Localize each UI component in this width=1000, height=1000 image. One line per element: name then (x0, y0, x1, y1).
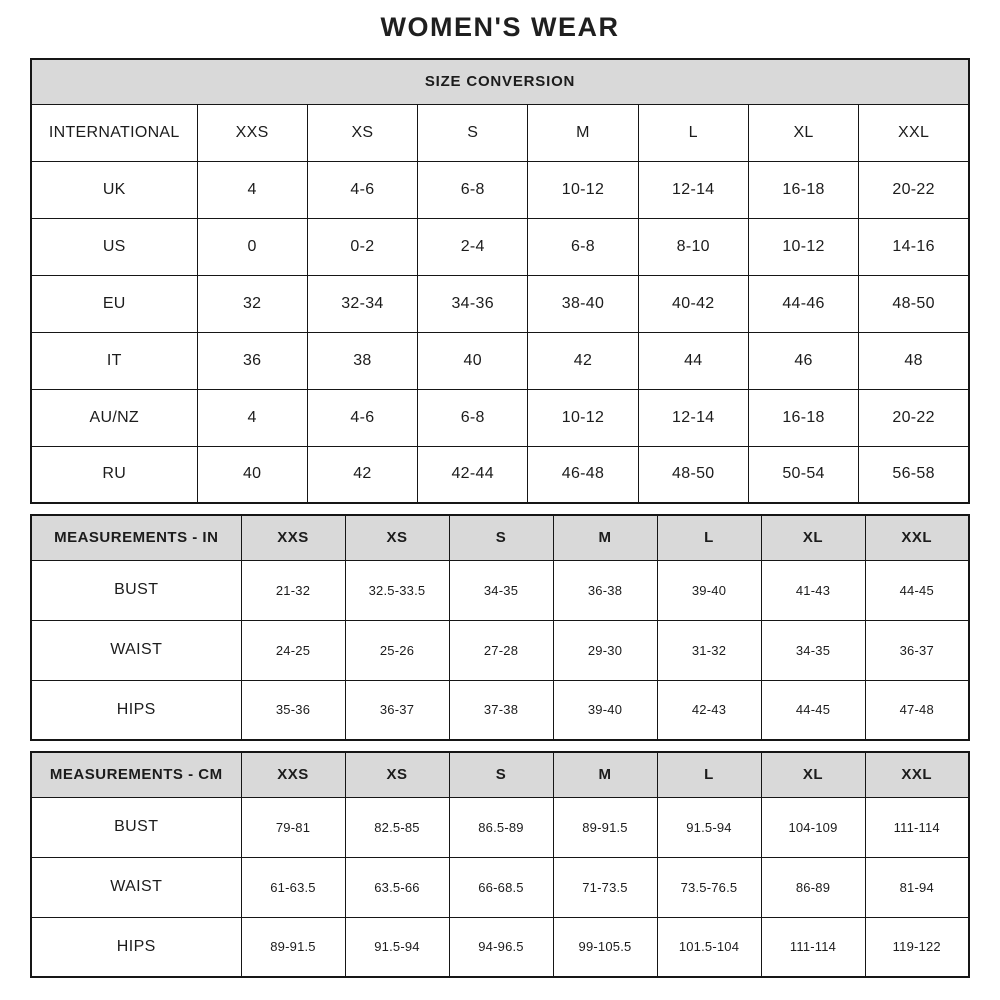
table-row (31, 917, 969, 977)
measure-label: WAIST (31, 620, 241, 680)
value-cell: 35-36 (241, 680, 345, 740)
value-cell: 10-12 (528, 389, 638, 446)
value-cell: 6-8 (418, 389, 528, 446)
size-conversion-header-row (31, 59, 969, 104)
region-label: US (31, 218, 197, 275)
measurements-in-table (30, 514, 970, 741)
value-cell: 0-2 (307, 218, 417, 275)
size-column-header: XXL (865, 515, 969, 560)
measurements-cm-table (30, 751, 970, 978)
value-cell: 4 (197, 161, 307, 218)
value-cell: 47-48 (865, 680, 969, 740)
size-column-header: XL (748, 104, 858, 161)
value-cell: 2-4 (418, 218, 528, 275)
value-cell: 89-91.5 (553, 797, 657, 857)
value-cell: 25-26 (345, 620, 449, 680)
value-cell: 12-14 (638, 389, 748, 446)
table-row (31, 389, 969, 446)
size-column-header: XS (307, 104, 417, 161)
size-column-header: XL (761, 515, 865, 560)
value-cell: 91.5-94 (657, 797, 761, 857)
value-cell: 8-10 (638, 218, 748, 275)
value-cell: 42 (528, 332, 638, 389)
size-column-header: L (638, 104, 748, 161)
value-cell: 44 (638, 332, 748, 389)
value-cell: 20-22 (859, 161, 969, 218)
table-row (31, 446, 969, 503)
value-cell: 94-96.5 (449, 917, 553, 977)
measurements-in-title: MEASUREMENTS - IN (31, 515, 241, 560)
table-row (31, 218, 969, 275)
size-column-header: L (657, 752, 761, 797)
size-conversion-body (31, 161, 969, 503)
value-cell: 71-73.5 (553, 857, 657, 917)
size-conversion-title: SIZE CONVERSION (31, 59, 969, 104)
value-cell: 63.5-66 (345, 857, 449, 917)
value-cell: 46 (748, 332, 858, 389)
value-cell: 111-114 (761, 917, 865, 977)
measurements-cm-body (31, 797, 969, 977)
region-label: RU (31, 446, 197, 503)
measure-label: HIPS (31, 680, 241, 740)
value-cell: 48 (859, 332, 969, 389)
value-cell: 24-25 (241, 620, 345, 680)
value-cell: 79-81 (241, 797, 345, 857)
value-cell: 40 (418, 332, 528, 389)
value-cell: 4-6 (307, 161, 417, 218)
measurements-cm-title: MEASUREMENTS - CM (31, 752, 241, 797)
value-cell: 42 (307, 446, 417, 503)
table-row (31, 620, 969, 680)
value-cell: 86.5-89 (449, 797, 553, 857)
table-row (31, 560, 969, 620)
value-cell: 12-14 (638, 161, 748, 218)
size-column-header: XXL (859, 104, 969, 161)
value-cell: 40 (197, 446, 307, 503)
value-cell: 101.5-104 (657, 917, 761, 977)
value-cell: 34-35 (449, 560, 553, 620)
value-cell: 82.5-85 (345, 797, 449, 857)
value-cell: 14-16 (859, 218, 969, 275)
table-row (31, 680, 969, 740)
value-cell: 16-18 (748, 161, 858, 218)
table-row (31, 332, 969, 389)
value-cell: 73.5-76.5 (657, 857, 761, 917)
measure-label: BUST (31, 797, 241, 857)
region-label: AU/NZ (31, 389, 197, 446)
value-cell: 86-89 (761, 857, 865, 917)
value-cell: 99-105.5 (553, 917, 657, 977)
size-column-header: M (553, 752, 657, 797)
value-cell: 89-91.5 (241, 917, 345, 977)
value-cell: 119-122 (865, 917, 969, 977)
measurements-in-body (31, 560, 969, 740)
value-cell: 38-40 (528, 275, 638, 332)
value-cell: 42-44 (418, 446, 528, 503)
international-column-header: INTERNATIONAL (31, 104, 197, 161)
measure-label: HIPS (31, 917, 241, 977)
measure-label: WAIST (31, 857, 241, 917)
value-cell: 46-48 (528, 446, 638, 503)
value-cell: 36-37 (345, 680, 449, 740)
value-cell: 56-58 (859, 446, 969, 503)
value-cell: 104-109 (761, 797, 865, 857)
size-column-header: M (528, 104, 638, 161)
region-label: IT (31, 332, 197, 389)
value-cell: 41-43 (761, 560, 865, 620)
size-column-header: XS (345, 752, 449, 797)
value-cell: 16-18 (748, 389, 858, 446)
value-cell: 4 (197, 389, 307, 446)
size-column-header: XXS (241, 752, 345, 797)
size-column-header: S (449, 752, 553, 797)
value-cell: 39-40 (553, 680, 657, 740)
value-cell: 10-12 (528, 161, 638, 218)
value-cell: 42-43 (657, 680, 761, 740)
value-cell: 0 (197, 218, 307, 275)
value-cell: 10-12 (748, 218, 858, 275)
size-column-header: XL (761, 752, 865, 797)
columns-header-row (31, 104, 969, 161)
measurements-cm-header-row (31, 752, 969, 797)
measure-label: BUST (31, 560, 241, 620)
value-cell: 38 (307, 332, 417, 389)
value-cell: 44-45 (761, 680, 865, 740)
value-cell: 44-45 (865, 560, 969, 620)
value-cell: 6-8 (418, 161, 528, 218)
size-column-header: XXL (865, 752, 969, 797)
size-conversion-table (30, 58, 970, 504)
value-cell: 36-37 (865, 620, 969, 680)
region-label: EU (31, 275, 197, 332)
value-cell: 48-50 (859, 275, 969, 332)
value-cell: 48-50 (638, 446, 748, 503)
size-column-header: M (553, 515, 657, 560)
size-column-header: S (449, 515, 553, 560)
size-column-header: L (657, 515, 761, 560)
value-cell: 81-94 (865, 857, 969, 917)
value-cell: 44-46 (748, 275, 858, 332)
value-cell: 61-63.5 (241, 857, 345, 917)
table-row (31, 161, 969, 218)
size-column-header: XS (345, 515, 449, 560)
value-cell: 36-38 (553, 560, 657, 620)
value-cell: 40-42 (638, 275, 748, 332)
region-label: UK (31, 161, 197, 218)
value-cell: 32-34 (307, 275, 417, 332)
table-row (31, 275, 969, 332)
value-cell: 27-28 (449, 620, 553, 680)
value-cell: 91.5-94 (345, 917, 449, 977)
value-cell: 6-8 (528, 218, 638, 275)
value-cell: 50-54 (748, 446, 858, 503)
value-cell: 39-40 (657, 560, 761, 620)
value-cell: 66-68.5 (449, 857, 553, 917)
value-cell: 32.5-33.5 (345, 560, 449, 620)
table-row (31, 797, 969, 857)
value-cell: 20-22 (859, 389, 969, 446)
value-cell: 21-32 (241, 560, 345, 620)
value-cell: 36 (197, 332, 307, 389)
value-cell: 29-30 (553, 620, 657, 680)
value-cell: 37-38 (449, 680, 553, 740)
size-column-header: XXS (241, 515, 345, 560)
size-column-header: XXS (197, 104, 307, 161)
table-row (31, 857, 969, 917)
value-cell: 31-32 (657, 620, 761, 680)
value-cell: 34-36 (418, 275, 528, 332)
page-title: WOMEN'S WEAR (380, 12, 620, 42)
measurements-in-header-row (31, 515, 969, 560)
value-cell: 111-114 (865, 797, 969, 857)
value-cell: 32 (197, 275, 307, 332)
value-cell: 34-35 (761, 620, 865, 680)
size-column-header: S (418, 104, 528, 161)
value-cell: 4-6 (307, 389, 417, 446)
